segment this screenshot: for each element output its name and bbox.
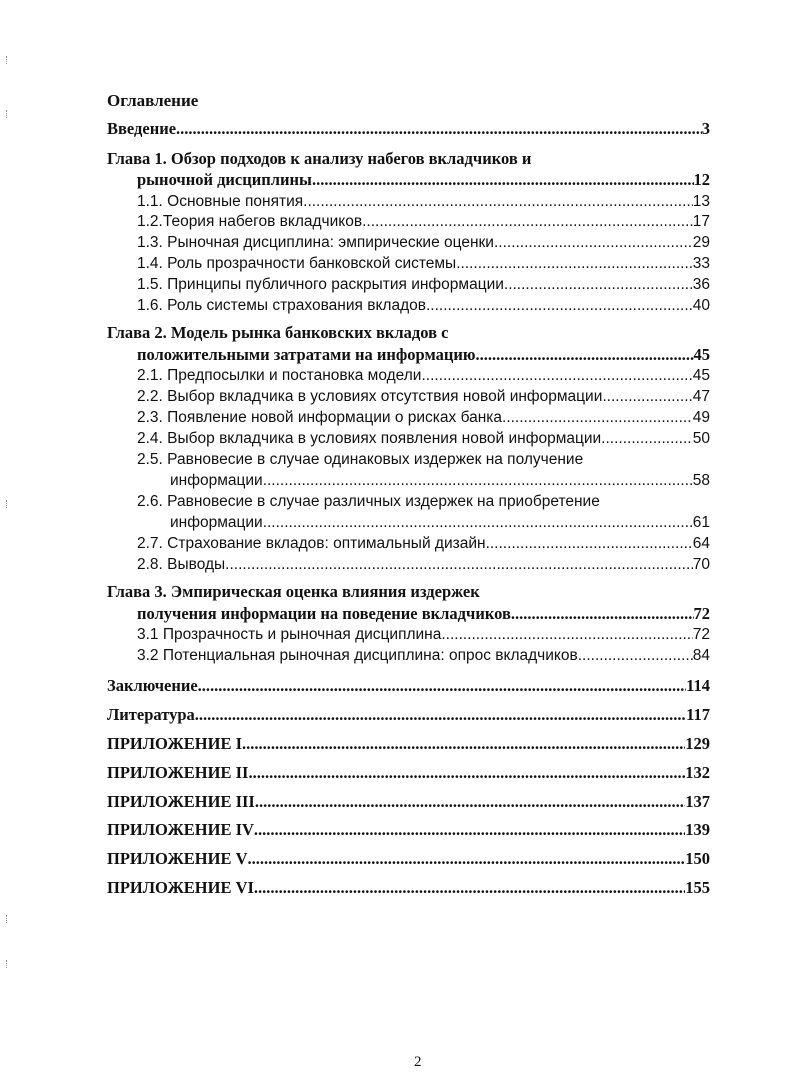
toc-page: 3	[701, 119, 710, 138]
toc-entry-chapter-3	[137, 604, 710, 624]
toc-page: 40	[692, 297, 710, 314]
toc-entry-chapter-1	[137, 170, 710, 190]
toc-label: 3.1 Прозрачность и рыночная дисциплина	[137, 626, 442, 643]
dot-leader	[486, 535, 693, 553]
toc-page: 45	[693, 345, 710, 364]
toc-label: ПРИЛОЖЕНИЕ I	[107, 734, 243, 753]
dot-leader	[456, 255, 693, 273]
toc-entry-chapter-2	[137, 345, 710, 365]
toc-section	[137, 297, 710, 315]
dot-leader	[601, 430, 693, 448]
toc-page: 45	[692, 367, 710, 384]
dot-leader	[263, 472, 693, 490]
dot-leader	[254, 878, 685, 898]
dot-leader	[502, 409, 693, 427]
toc-label: 1.2.Теория набегов вкладчиков	[137, 213, 363, 230]
chapter-3-title: Глава 3. Эмпирическая оценка влияния издержек	[107, 582, 480, 601]
toc-section	[137, 234, 710, 252]
dot-leader	[303, 193, 693, 211]
toc-page: 64	[692, 535, 710, 552]
toc-label: 1.4. Роль прозрачности банковской системы	[137, 255, 457, 272]
toc-section	[137, 213, 710, 231]
toc-label: 2.7. Страхование вкладов: оптимальный дизайн	[137, 535, 486, 552]
toc-label: ПРИЛОЖЕНИЕ V	[107, 849, 248, 868]
toc-page: 155	[685, 878, 710, 897]
toc-label: рыночной дисциплины	[137, 170, 312, 189]
toc-page: 150	[685, 849, 710, 868]
toc-page: 50	[692, 430, 710, 447]
toc-section	[137, 255, 710, 273]
toc-page: 61	[692, 514, 710, 531]
chapter-1-title: Глава 1. Обзор подходов к анализу набегов вкладчиков и	[107, 149, 532, 168]
toc-page: 132	[685, 763, 710, 782]
dot-leader	[254, 820, 685, 840]
toc-page: 47	[692, 388, 710, 405]
toc-page: 84	[692, 647, 710, 664]
toc-label: 2.8. Выводы	[137, 556, 226, 573]
toc-page: 29	[692, 234, 710, 251]
dot-leader	[441, 626, 692, 644]
dot-leader	[494, 234, 693, 252]
toc-section	[137, 276, 710, 294]
toc-label: информации	[170, 514, 263, 531]
toc-label: Литература	[107, 705, 195, 724]
toc-page: 33	[692, 255, 710, 272]
chapter-2-title: Глава 2. Модель рынка банковских вкладов с	[107, 323, 449, 342]
toc-entry-appendix	[107, 849, 710, 869]
toc-page: 13	[692, 193, 710, 210]
toc-entry-appendix	[107, 763, 710, 783]
dot-leader	[242, 734, 685, 754]
toc-label: информации	[170, 472, 263, 489]
toc-page: 137	[685, 792, 710, 811]
toc-label: получения информации на поведение вкладчиков	[137, 604, 511, 623]
toc-label: ПРИЛОЖЕНИЕ III	[107, 792, 255, 811]
toc-section-continuation	[170, 514, 710, 532]
toc-label: 1.1. Основные понятия	[137, 193, 304, 210]
dot-leader	[248, 849, 686, 869]
toc-section	[137, 409, 710, 427]
toc-page: 70	[692, 556, 710, 573]
toc-page: 58	[692, 472, 710, 489]
toc-page: 17	[692, 213, 710, 230]
toc-entry-appendix	[107, 878, 710, 898]
toc-page: 139	[685, 820, 710, 839]
toc-entry-appendix	[107, 792, 710, 812]
toc-label: ПРИЛОЖЕНИЕ IV	[107, 820, 254, 839]
toc-page: 49	[692, 409, 710, 426]
toc-page: 12	[693, 170, 710, 189]
scan-mark	[6, 110, 9, 118]
dot-leader	[195, 705, 686, 725]
scan-mark	[6, 915, 9, 923]
toc-page: 117	[686, 705, 710, 724]
toc-label: Заключение	[107, 676, 198, 695]
toc-label: 2.1. Предпосылки и постановка модели	[137, 367, 422, 384]
dot-leader	[255, 792, 685, 812]
toc-entry-introduction	[107, 119, 710, 139]
dot-leader	[602, 388, 692, 406]
toc-section-label: 2.5. Равновесие в случае одинаковых издержек на получение	[137, 451, 584, 468]
toc-label: ПРИЛОЖЕНИЕ VI	[107, 878, 254, 897]
toc-section	[137, 430, 710, 448]
toc-section	[137, 367, 710, 385]
toc-section	[137, 626, 710, 644]
toc-label: 3.2 Потенциальная рыночная дисциплина: опрос вкладчиков	[137, 647, 578, 664]
toc-label: Введение	[107, 119, 177, 138]
toc-label: 2.4. Выбор вкладчика в условиях появления новой информации	[137, 430, 602, 447]
toc-label: ПРИЛОЖЕНИЕ II	[107, 763, 249, 782]
dot-leader	[578, 647, 693, 665]
toc-entry-literature	[107, 705, 710, 725]
toc-section	[137, 388, 710, 406]
toc-section	[137, 535, 710, 553]
toc-label: положительными затратами на информацию	[137, 345, 476, 364]
dot-leader	[511, 604, 694, 624]
toc-entry-appendix	[107, 734, 710, 754]
toc-label: 1.6. Роль системы страхования вкладов	[137, 297, 426, 314]
dot-leader	[248, 763, 685, 783]
dot-leader	[198, 676, 686, 696]
dot-leader	[475, 345, 693, 365]
dot-leader	[426, 297, 693, 315]
dot-leader	[225, 556, 693, 574]
dot-leader	[263, 514, 693, 532]
toc-section	[137, 193, 710, 211]
dot-leader	[362, 213, 693, 231]
toc-page: 72	[692, 626, 710, 643]
toc-page: 36	[692, 276, 710, 293]
toc-section	[137, 647, 710, 665]
scan-mark	[6, 56, 9, 64]
toc-page: 114	[686, 676, 710, 695]
toc-entry-conclusion	[107, 676, 710, 696]
toc-section-continuation	[170, 472, 710, 490]
dot-leader	[176, 119, 702, 139]
page-number: 2	[414, 1054, 422, 1070]
toc-label: 2.2. Выбор вкладчика в условиях отсутствия новой информации	[137, 388, 603, 405]
page-title: Оглавление	[107, 91, 199, 110]
scan-mark	[6, 500, 9, 508]
toc-entry-appendix	[107, 820, 710, 840]
toc-page: 72	[693, 604, 710, 623]
dot-leader	[421, 367, 692, 385]
scan-mark	[6, 960, 9, 968]
toc-page: 129	[685, 734, 710, 753]
toc-label: 1.3. Рыночная дисциплина: эмпирические оценки	[137, 234, 494, 251]
dot-leader	[312, 170, 694, 190]
toc-section	[137, 556, 710, 574]
toc-section-label: 2.6. Равновесие в случае различных издержек на приобретение	[137, 493, 600, 510]
dot-leader	[504, 276, 693, 294]
toc-label: 1.5. Принципы публичного раскрытия информации	[137, 276, 504, 293]
toc-label: 2.3. Появление новой информации о рисках банка	[137, 409, 503, 426]
